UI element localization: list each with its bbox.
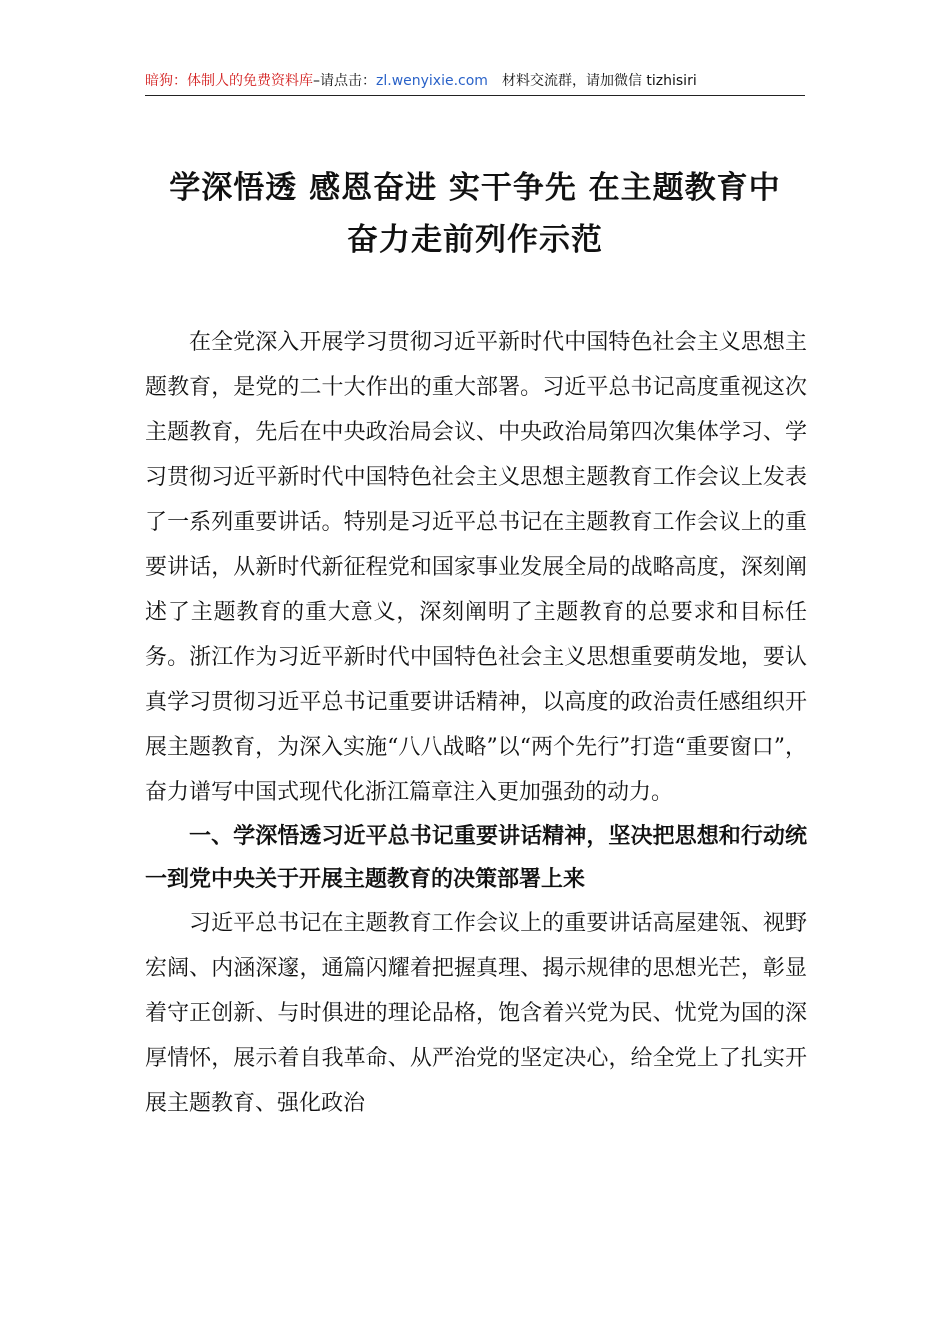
- header-brand: 暗狗：体制人的免费资料库: [145, 73, 313, 89]
- header-divider: [145, 95, 805, 96]
- section-heading-1: 一、学深悟透习近平总书记重要讲话精神，坚决把思想和行动统一到党中央关于开展主题教育的决策部署上来: [145, 824, 807, 892]
- header-link[interactable]: zl.wenyixie.com: [376, 73, 488, 89]
- section-1-paragraph: 习近平总书记在主题教育工作会议上的重要讲话高屋建瓴、视野宏阔、内涵深邃，通篇闪耀着把握真理、揭示规律的思想光芒，彰显着守正创新、与时俱进的理论品格，饱含着兴党为民、忧党为国的深厚情怀，展示着自我革命、从严治党的坚定决心，给全党上了扎实开展主题教育、强化政治: [145, 911, 807, 1116]
- header-prompt: –请点击：: [313, 73, 376, 89]
- header-banner: [145, 70, 805, 94]
- title-line-2: 奋力走前列作示范: [347, 222, 603, 258]
- header-group-note: 材料交流群，请加微信 tizhisiri: [501, 73, 697, 89]
- title-line-1: 学深悟透 感恩奋进 实干争先 在主题教育中: [169, 170, 781, 206]
- document-body: [145, 320, 807, 1126]
- document-title: [100, 162, 850, 266]
- intro-paragraph: 在全党深入开展学习贯彻习近平新时代中国特色社会主义思想主题教育，是党的二十大作出的重大部署。习近平总书记高度重视这次主题教育，先后在中央政治局会议、中央政治局第四次集体学习、学习贯彻习近平新时代中国特色社会主义思想主题教育工作会议上发表了一系列重要讲话。特别是习近平总书记在主题教育工作会议上的重要讲话，从新时代新征程党和国家事业发展全局的战略高度，深刻阐述了主题教育的重大意义，深刻阐明了主题教育的总要求和目标任务。浙江作为习近平新时代中国特色社会主义思想重要萌发地，要认真学习贯彻习近平总书记重要讲话精神，以高度的政治责任感组织开展主题教育，为深入实施“八八战略”以“两个先行”打造“重要窗口”，奋力谱写中国式现代化浙江篇章注入更加强劲的动力。: [145, 330, 807, 805]
